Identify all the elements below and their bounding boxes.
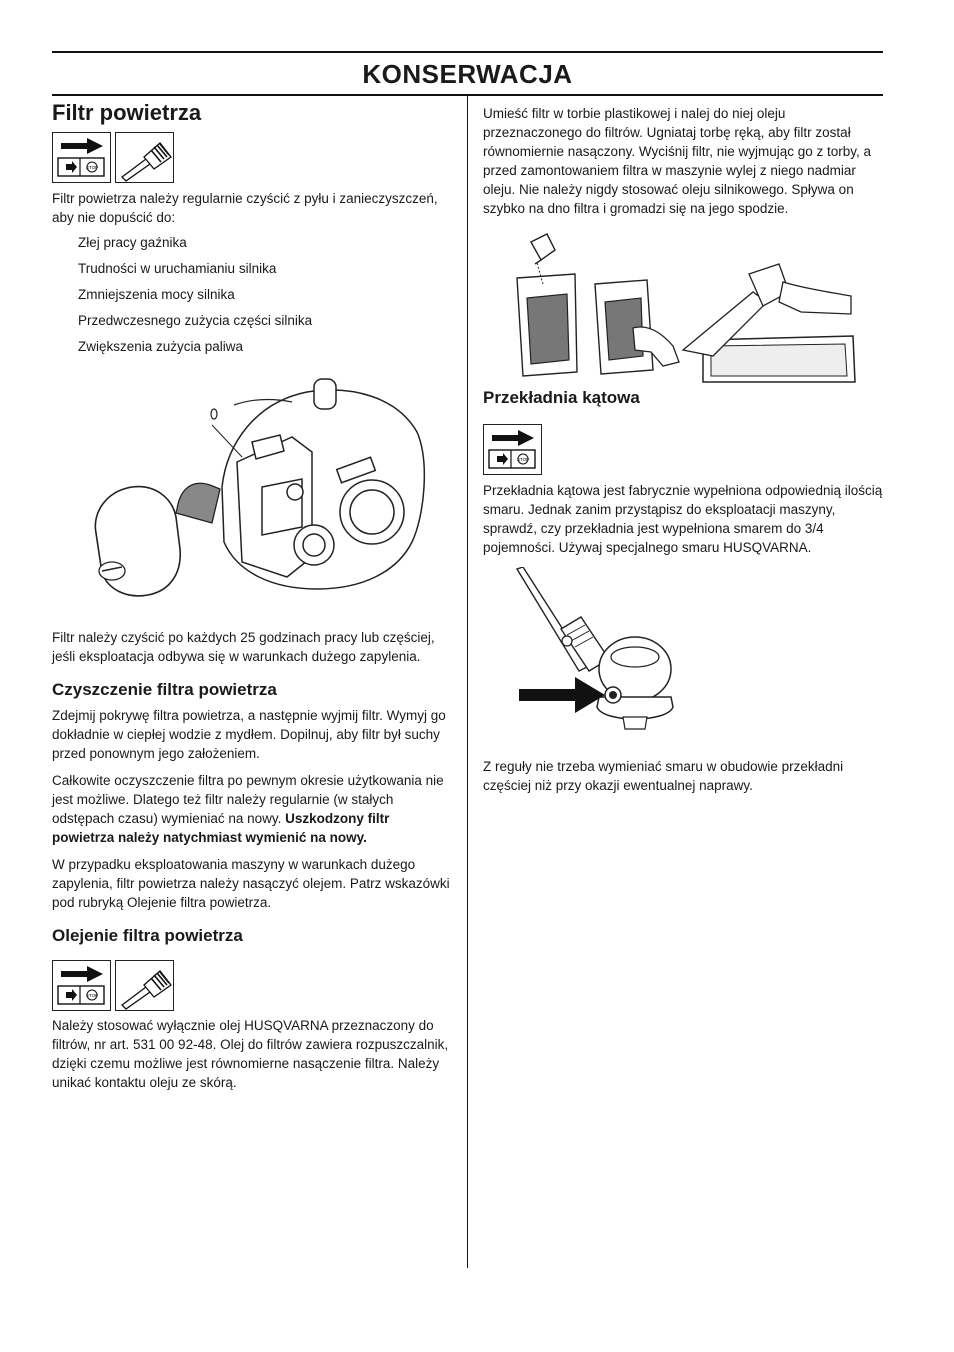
right-column	[483, 104, 885, 795]
brush-icon	[115, 132, 174, 183]
intro-paragraph: Filtr powietrza należy regularnie czyścić z pyłu i zanieczyszczeń, aby nie dopuścić do:	[52, 191, 438, 225]
list-item: Zwiększenia zużycia paliwa	[78, 339, 244, 354]
gearbox-paragraph-2: Z reguły nie trzeba wymieniać smaru w obudowie przekładni częściej niż przy okazji ewentualnej naprawy.	[483, 759, 844, 793]
stop-label: STOP	[85, 165, 99, 170]
filter-oiling-illustration	[483, 232, 858, 384]
list-item: Zmniejszenia mocy silnika	[78, 287, 235, 302]
stop-label: STOP	[85, 993, 99, 998]
cleaning-warning: Uszkodzony filtr powietrza należy natychmiast wymienić na nowy.	[52, 811, 390, 845]
engine-off-icon	[52, 960, 111, 1011]
cleaning-paragraph-3: W przypadku eksploatowania maszyny w warunkach dużego zapylenia, filtr powietrza należy nasączyć olejem. Patrz wskazówki pod rubryką Olejenie filtra powietrza.	[52, 857, 450, 910]
left-column	[52, 98, 454, 1092]
icon-row-air-filter	[52, 132, 454, 183]
list-item: Złej pracy gaźnika	[78, 235, 187, 250]
engine-air-filter-illustration	[52, 367, 454, 629]
section-title-gearbox: Przekładnia kątowa	[483, 388, 640, 407]
section-title-oiling: Olejenie filtra powietrza	[52, 926, 243, 945]
stop-label: STOP	[516, 457, 530, 462]
cleaning-paragraph-1: Zdejmij pokrywę filtra powietrza, a następnie wyjmij filtr. Wymyj go dokładnie w ciepłej wodzie z mydłem. Dopilnuj, aby filtr był suchy przed ponownym jego założeniem.	[52, 708, 446, 761]
oil-bag-paragraph: Umieść filtr w torbie plastikowej i nalej do niej oleju przeznaczonego do filtrów. Ugniataj torbę ręką, aby filtr został równomiernie nasączony. Wyciśnij filtr, nie wyjmując go z torby, a przed zamontowaniem filtra w maszynie wylej z niego nadmiar oleju. Nie należy nigdy stosować oleju silnikowego. Spływa on szybko na dno filtra i gromadzi się na jego spodzie.	[483, 106, 872, 216]
column-divider	[467, 96, 468, 1268]
cleaning-paragraph-2-text: Całkowite oczyszczenie filtra po pewnym okresie użytkowania nie jest możliwe. Dlatego też filtr należy regularnie (w stałych odstępach czasu) wymieniać na nowy.	[52, 773, 444, 826]
list-item: Przedwczesnego zużycia części silnika	[78, 313, 313, 328]
interval-paragraph: Filtr należy czyścić po każdych 25 godzinach pracy lub częściej, jeśli eksploatacja odbywa się w warunkach dużego zapylenia.	[52, 630, 435, 664]
engine-off-icon	[52, 132, 111, 183]
gearbox-illustration	[483, 567, 683, 747]
cleaning-paragraph-2	[52, 771, 454, 847]
section-title-air-filter: Filtr powietrza	[52, 100, 202, 125]
section-title-cleaning: Czyszczenie filtra powietrza	[52, 680, 277, 699]
page-title: KONSERWACJA	[362, 59, 573, 89]
icon-row-gearbox	[483, 424, 885, 475]
gearbox-paragraph-1: Przekładnia kątowa jest fabrycznie wypełniona odpowiednią ilością smaru. Jednak zanim przystąpisz do eksploatacji maszyny, sprawdź, czy przekładnia jest wypełniona smarem do 3/4 pojemności. Używaj specjalnego smaru HUSQVARNA.	[483, 483, 883, 555]
brush-icon	[115, 960, 174, 1011]
oiling-paragraph: Należy stosować wyłącznie olej HUSQVARNA przeznaczony do filtrów, nr art. 531 00 92-48. Olej do filtrów zawiera rozpuszczalnik, dzięki czemu możliwe jest równomierne nasączenie filtra. Należy unikać kontaktu oleju ze skórą.	[52, 1018, 449, 1090]
list-item: Trudności w uruchamianiu silnika	[78, 261, 277, 276]
engine-off-icon	[483, 424, 542, 475]
causes-list	[78, 233, 454, 363]
icon-row-oiling	[52, 960, 454, 1011]
header-rule-top	[52, 51, 883, 53]
